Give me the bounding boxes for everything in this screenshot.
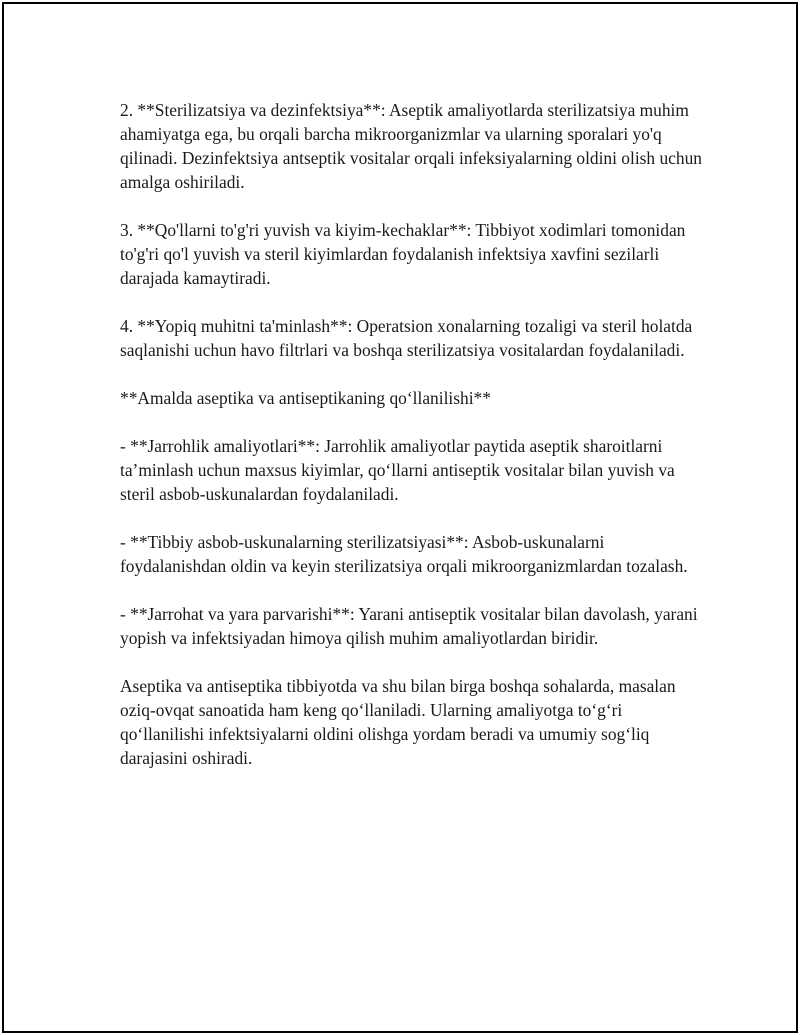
page-frame — [2, 2, 798, 1033]
paragraph-hand-washing: 3. **Qo'llarni to'g'ri yuvish va kiyim-kechaklar**: Tibbiyot xodimlari tomonidan to'g'ri qo'l yuvish va steril kiyimlardan foydalanish infektsiya xavfini sezilarli darajada kamaytiradi. — [120, 220, 686, 288]
paragraph-wound-care: - **Jarrohat va yara parvarishi**: Yarani antiseptik vositalar bilan davolash, yarani yopish va infektsiyadan himoya qilish muhim amaliyotlardan biridir. — [120, 604, 698, 648]
paragraph-instrument-sterilization: - **Tibbiy asbob-uskunalarning sterilizatsiyasi**: Asbob-uskunalarni foydalanishdan oldin va keyin sterilizatsiya orqali mikroorganizmlardan tozalash. — [120, 532, 688, 576]
paragraph-sterilization: 2. **Sterilizatsiya va dezinfektsiya**: Aseptik amaliyotlarda sterilizatsiya muhim ahamiyatga ega, bu orqali barcha mikroorganizmlar va ularning sporalari yo'q qilinadi. Dezinfektsiya antseptik vositalar orqali infeksiyalarning oldini olish uchun amalga oshiriladi. — [120, 100, 702, 192]
paragraph-surgical-practice: - **Jarrohlik amaliyotlari**: Jarrohlik amaliyotlar paytida aseptik sharoitlarni ta’minlash uchun maxsus kiyimlar, qo‘llarni antiseptik vositalar bilan yuvish va steril asbob-uskunalardan foydalaniladi. — [120, 436, 675, 504]
paragraph-conclusion: Aseptika va antiseptika tibbiyotda va shu bilan birga boshqa sohalarda, masalan oziq-ovqat sanoatida ham keng qo‘llaniladi. Ularning amaliyotga to‘g‘ri qo‘llanilishi infektsiyalarni oldini olishga yordam beradi va umumiy sog‘liq darajasini oshiradi. — [120, 676, 676, 768]
section-heading: **Amalda aseptika va antiseptikaning qo‘llanilishi** — [120, 388, 491, 408]
document-body — [120, 98, 710, 794]
paragraph-closed-environment: 4. **Yopiq muhitni ta'minlash**: Operatsion xonalarning tozaligi va steril holatda saqlanishi uchun havo filtrlari va boshqa sterilizatsiya vositalardan foydalaniladi. — [120, 316, 693, 360]
